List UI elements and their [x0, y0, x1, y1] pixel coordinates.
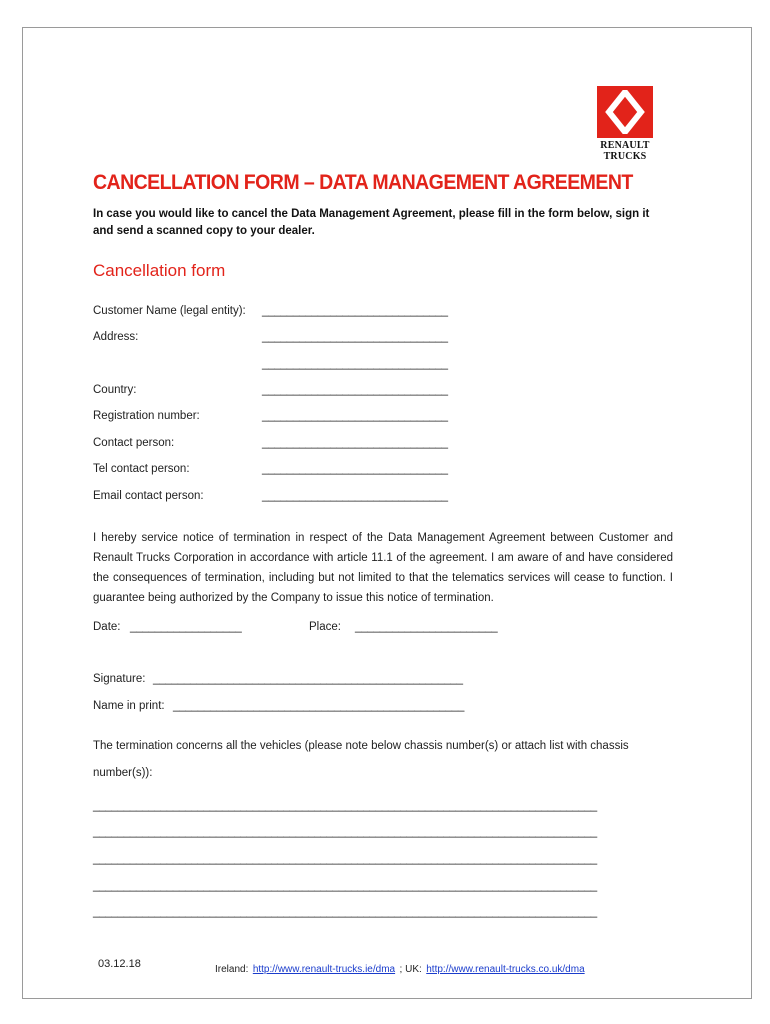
- signature-label: Signature:: [93, 673, 146, 685]
- chassis-line[interactable]: __________________________________________________________________________________: [93, 906, 597, 918]
- customer-name-field[interactable]: ______________________________: [262, 305, 448, 317]
- country-field[interactable]: ______________________________: [262, 384, 448, 396]
- intro-text: In case you would like to cancel the Data Management Agreement, please fill in the form below, sign it and send a scanned copy to your dealer.: [93, 208, 650, 237]
- renault-trucks-logo: [597, 86, 653, 162]
- customer-name-label: Customer Name (legal entity):: [93, 305, 246, 317]
- page-title: CANCELLATION FORM – DATA MANAGEMENT AGREEMENT: [93, 171, 633, 194]
- registration-number-label: Registration number:: [93, 410, 200, 422]
- renault-diamond-icon: [603, 90, 647, 134]
- signature-field[interactable]: __________________________________________________: [153, 673, 463, 685]
- address-field-2[interactable]: ______________________________: [262, 358, 448, 370]
- place-label: Place:: [309, 621, 341, 633]
- logo-text-line2: TRUCKS: [603, 151, 647, 162]
- logo-text-line1: RENAULT: [600, 140, 650, 151]
- address-label: Address:: [93, 331, 139, 343]
- vehicles-text-line2: number(s)):: [93, 767, 153, 779]
- chassis-line[interactable]: __________________________________________________________________________________: [93, 853, 597, 865]
- date-label: Date:: [93, 621, 121, 633]
- ireland-dma-link[interactable]: http://www.renault-trucks.ie/dma: [252, 964, 396, 975]
- chassis-line[interactable]: __________________________________________________________________________________: [93, 880, 597, 892]
- registration-number-field[interactable]: ______________________________: [262, 410, 448, 422]
- footer-ireland-label: Ireland:: [215, 964, 249, 975]
- footer-uk-label: ; UK:: [399, 964, 422, 975]
- country-label: Country:: [93, 384, 137, 396]
- place-field[interactable]: _______________________: [355, 621, 498, 633]
- footer-links: [215, 959, 585, 977]
- contact-person-field[interactable]: ______________________________: [262, 437, 448, 449]
- date-field[interactable]: __________________: [130, 621, 242, 633]
- email-contact-field[interactable]: ______________________________: [262, 490, 448, 502]
- name-in-print-label: Name in print:: [93, 700, 165, 712]
- tel-contact-label: Tel contact person:: [93, 463, 190, 475]
- chassis-line[interactable]: __________________________________________________________________________________: [93, 826, 597, 838]
- termination-notice-paragraph: I hereby service notice of termination in respect of the Data Management Agreement between Customer and Renault Trucks Corporation in accordance with article 11.1 of the agreement. I am aware of and have considered the consequences of termination, including but not limited to that the telematics services will cease to function. I guarantee being authorized by the Company to issue this notice of termination.: [93, 532, 673, 604]
- footer-date: 03.12.18: [98, 958, 141, 970]
- name-in-print-field[interactable]: _______________________________________________: [173, 700, 465, 712]
- contact-person-label: Contact person:: [93, 437, 175, 449]
- address-field-1[interactable]: ______________________________: [262, 331, 448, 343]
- uk-dma-link[interactable]: http://www.renault-trucks.co.uk/dma: [426, 964, 585, 975]
- chassis-line[interactable]: __________________________________________________________________________________: [93, 800, 597, 812]
- vehicles-text-line1: The termination concerns all the vehicles (please note below chassis number(s) or attach list with chassis: [93, 740, 629, 752]
- section-heading: Cancellation form: [93, 261, 226, 280]
- tel-contact-field[interactable]: ______________________________: [262, 463, 448, 475]
- email-contact-label: Email contact person:: [93, 490, 204, 502]
